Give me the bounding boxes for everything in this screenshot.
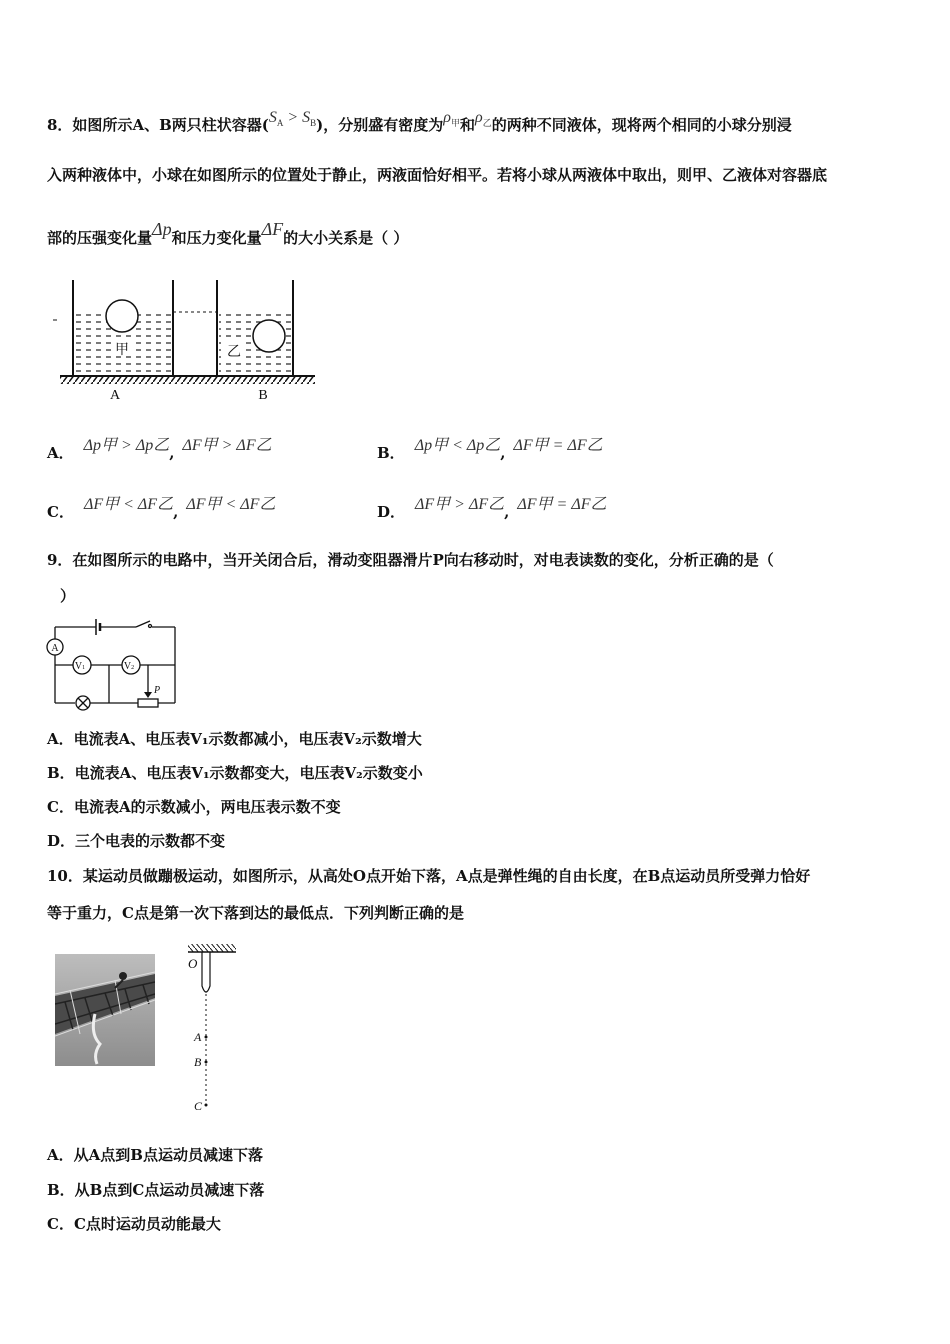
q9-option-c[interactable]: C．电流表A的示数减小，两电压表示数不变 <box>47 798 341 816</box>
bungee-photo <box>55 954 155 1066</box>
q8-option-a[interactable]: A． Δp甲 > Δp乙, ΔF甲 > ΔF乙 <box>47 437 272 462</box>
container-a-label: A <box>109 388 121 403</box>
liquid-jia-label: 甲 <box>115 343 129 358</box>
q8-sa: $S_A > S_B$ <box>268 109 317 129</box>
bungee-diagram <box>180 942 240 1117</box>
q8-line1-b: )，分别盛有密度为 <box>316 116 444 134</box>
slider-p-label: P <box>154 685 161 696</box>
q8-option-c[interactable]: C． ΔF甲 < ΔF乙, ΔF甲 < ΔF乙 <box>47 496 276 521</box>
q9-line2: ） <box>60 587 76 605</box>
ball-a <box>106 300 138 332</box>
q10-option-a[interactable]: A．从A点到B点运动员减速下落 <box>47 1146 263 1164</box>
q8-and: 和 <box>459 116 475 134</box>
voltmeter-v1-label: V1 <box>74 661 86 672</box>
point-o-label: O <box>188 956 198 971</box>
q8-line1 <box>47 109 792 141</box>
q10-option-b[interactable]: B．从B点到C点运动员减速下落 <box>47 1181 265 1199</box>
q8-option-d[interactable]: D． ΔF甲 > ΔF乙, ΔF甲 = ΔF乙 <box>377 496 607 521</box>
q8-line2: 入两种液体中，小球在如图所示的位置处于静止，两液面恰好相平。若将小球从两液体中取出，则甲、乙液体对容器底 <box>47 166 828 184</box>
q9-line1: 9．在如图所示的电路中，当开关闭合后，滑动变阻器滑片P向右移动时，对电表读数的变化，分析正确的是（ <box>47 551 774 569</box>
q8-rho1: $\rho_甲$ <box>443 109 460 129</box>
q9-option-a[interactable]: A．电流表A、电压表V₁示数都减小，电压表V₂示数增大 <box>47 730 422 748</box>
q10-line2: 等于重力，C点是第一次下落到达的最低点．下列判断正确的是 <box>47 904 464 922</box>
q10-option-c[interactable]: C．C点时运动员动能最大 <box>47 1215 221 1233</box>
point-a-label: A <box>194 1030 202 1044</box>
point-b-label: B <box>194 1055 202 1069</box>
voltmeter-v2-label: V2 <box>123 661 135 672</box>
container-b-label: B <box>258 388 268 403</box>
q9-circuit-figure <box>42 613 184 711</box>
q8-df: ΔF <box>261 219 284 239</box>
q8-line1-c: 的两种不同液体，现将两个相同的小球分别浸 <box>491 116 792 134</box>
q8-rho2: $\rho_乙$ <box>475 109 492 129</box>
ammeter-a-label: A <box>51 643 59 654</box>
q8-option-b[interactable]: B． Δp甲 < Δp乙, ΔF甲 = ΔF乙 <box>377 437 603 462</box>
q8-line1-a: 8．如图所示A、B两只柱状容器( <box>47 116 269 134</box>
liquid-yi-label: 乙 <box>227 345 241 360</box>
q8-dp: Δp <box>152 219 172 239</box>
ball-b <box>253 320 285 352</box>
q9-option-b[interactable]: B．电流表A、电压表V₁示数都变大，电压表V₂示数变小 <box>47 764 423 782</box>
point-c-label: C <box>194 1099 203 1113</box>
q8-containers-figure <box>45 270 325 405</box>
q8-line3: 部的压强变化量Δp和压力变化量ΔF的大小关系是（ ） <box>47 219 409 247</box>
q10-line1: 10．某运动员做蹦极运动，如图所示，从高处O点开始下落，A点是弹性绳的自由长度，在B点运动员所受弹力恰好 <box>47 867 811 885</box>
q9-option-d[interactable]: D．三个电表的示数都不变 <box>47 832 226 850</box>
